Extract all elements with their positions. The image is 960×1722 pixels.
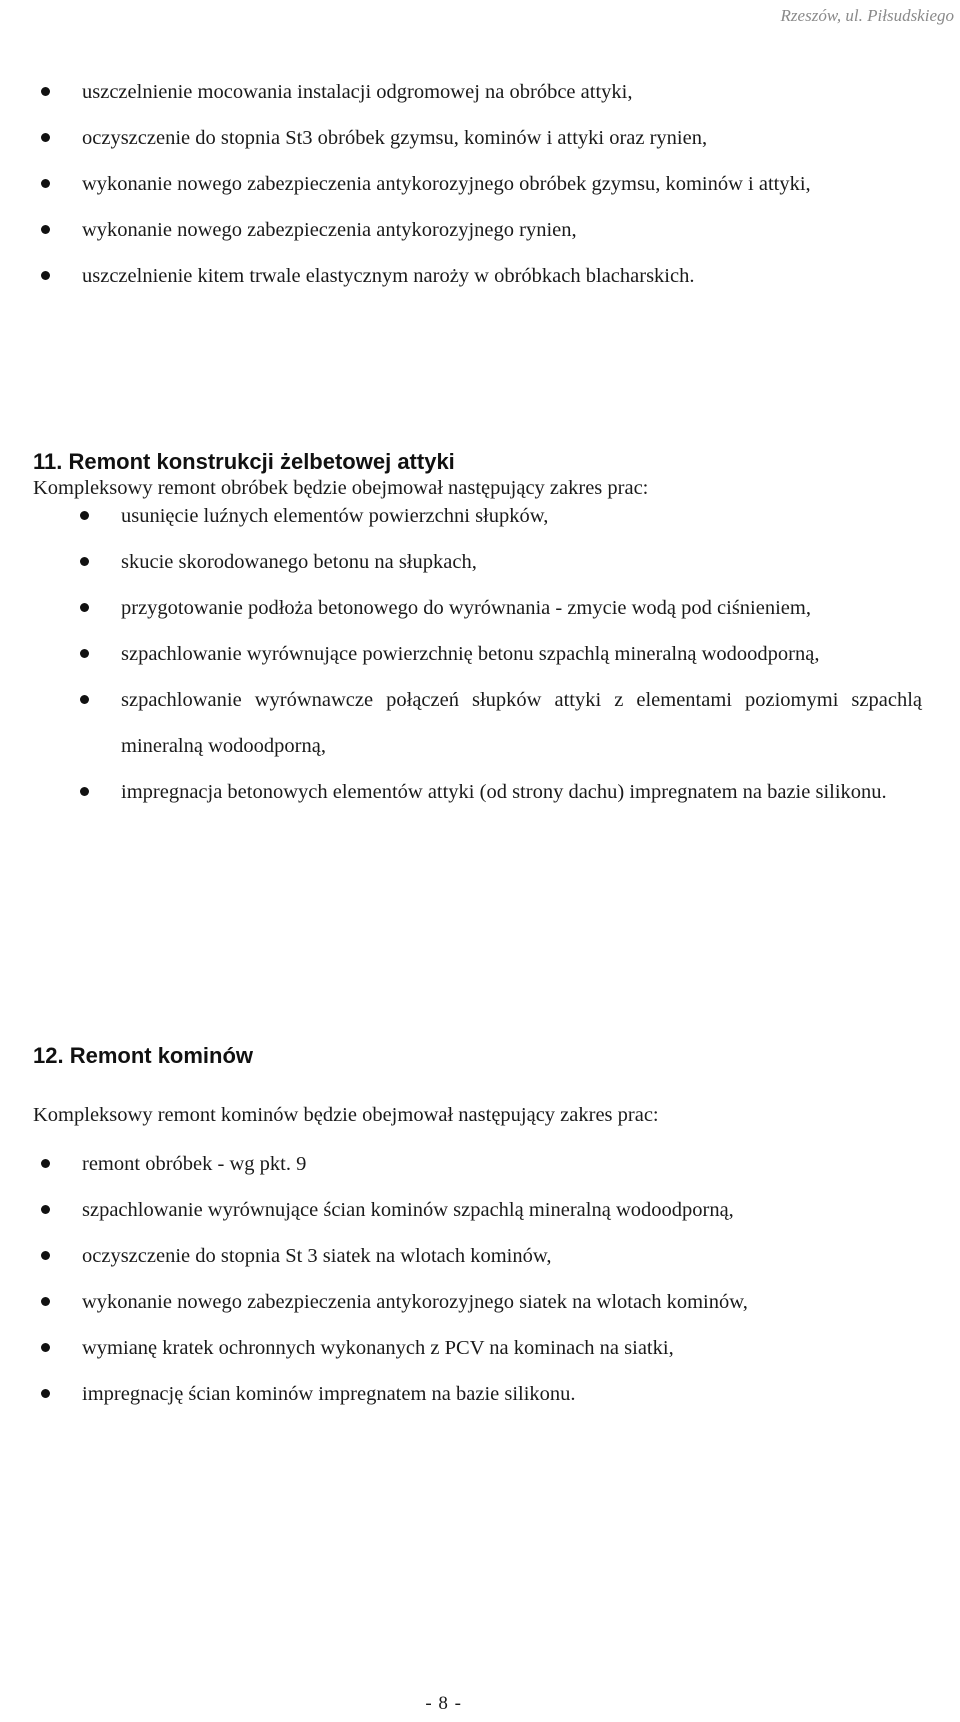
bullet-icon: [41, 133, 50, 142]
list-item: uszczelnienie mocowania instalacji odgromowej na obróbce attyki,: [0, 69, 930, 115]
list-item: skucie skorodowanego betonu na słupkach,: [0, 539, 922, 585]
bullet-icon: [41, 1343, 50, 1352]
list-item: impregnację ścian kominów impregnatem na bazie silikonu.: [0, 1371, 940, 1417]
bullet-icon: [41, 1389, 50, 1398]
section-12-heading: 12. Remont kominów: [33, 1043, 254, 1068]
page-header: Rzeszów, ul. Piłsudskiego: [780, 6, 954, 25]
bullet-icon: [41, 1251, 50, 1260]
list-item: szpachlowanie wyrównawcze połączeń słupków attyki z elementami poziomymi szpachlą mineralną wodoodporną,: [0, 677, 922, 769]
list-item: szpachlowanie wyrównujące powierzchnię betonu szpachlą mineralną wodoodporną,: [0, 631, 922, 677]
section-11-intro: Kompleksowy remont obróbek będzie obejmował następujący zakres prac:: [33, 477, 649, 499]
bullet-icon: [80, 603, 89, 612]
list-item: szpachlowanie wyrównujące ścian kominów szpachlą mineralną wodoodporną,: [0, 1187, 940, 1233]
bullet-icon: [41, 1297, 50, 1306]
bullet-icon: [80, 649, 89, 658]
bullet-icon: [80, 511, 89, 520]
page-number: - 8 -: [425, 1693, 462, 1714]
bullet-icon: [41, 179, 50, 188]
section-11-heading: 11. Remont konstrukcji żelbetowej attyki: [33, 449, 455, 474]
bullet-icon: [41, 1159, 50, 1168]
bullet-icon: [41, 271, 50, 280]
list-item: impregnacja betonowych elementów attyki (od strony dachu) impregnatem na bazie silikonu.: [0, 769, 922, 815]
list-item: wykonanie nowego zabezpieczenia antykorozyjnego siatek na wlotach kominów,: [0, 1279, 940, 1325]
list-item: remont obróbek - wg pkt. 9: [0, 1141, 940, 1187]
bullet-list-roof-works: [0, 69, 930, 299]
list-item: usunięcie luźnych elementów powierzchni słupków,: [0, 493, 922, 539]
list-item: wykonanie nowego zabezpieczenia antykorozyjnego rynien,: [0, 207, 930, 253]
list-item: uszczelnienie kitem trwale elastycznym naroży w obróbkach blacharskich.: [0, 253, 930, 299]
bullet-icon: [80, 787, 89, 796]
list-item: przygotowanie podłoża betonowego do wyrównania - zmycie wodą pod ciśnieniem,: [0, 585, 922, 631]
section-12-intro: Kompleksowy remont kominów będzie obejmował następujący zakres prac:: [33, 1104, 659, 1126]
list-item: oczyszczenie do stopnia St 3 siatek na wlotach kominów,: [0, 1233, 940, 1279]
bullet-icon: [80, 695, 89, 704]
list-item: wymianę kratek ochronnych wykonanych z PCV na kominach na siatki,: [0, 1325, 940, 1371]
bullet-icon: [41, 225, 50, 234]
bullet-icon: [80, 557, 89, 566]
list-item: oczyszczenie do stopnia St3 obróbek gzymsu, kominów i attyki oraz rynien,: [0, 115, 930, 161]
bullet-list-attic-repair: [0, 493, 922, 815]
list-item: wykonanie nowego zabezpieczenia antykorozyjnego obróbek gzymsu, kominów i attyki,: [0, 161, 930, 207]
bullet-icon: [41, 1205, 50, 1214]
bullet-icon: [41, 87, 50, 96]
bullet-list-chimney-repair: [0, 1141, 940, 1417]
